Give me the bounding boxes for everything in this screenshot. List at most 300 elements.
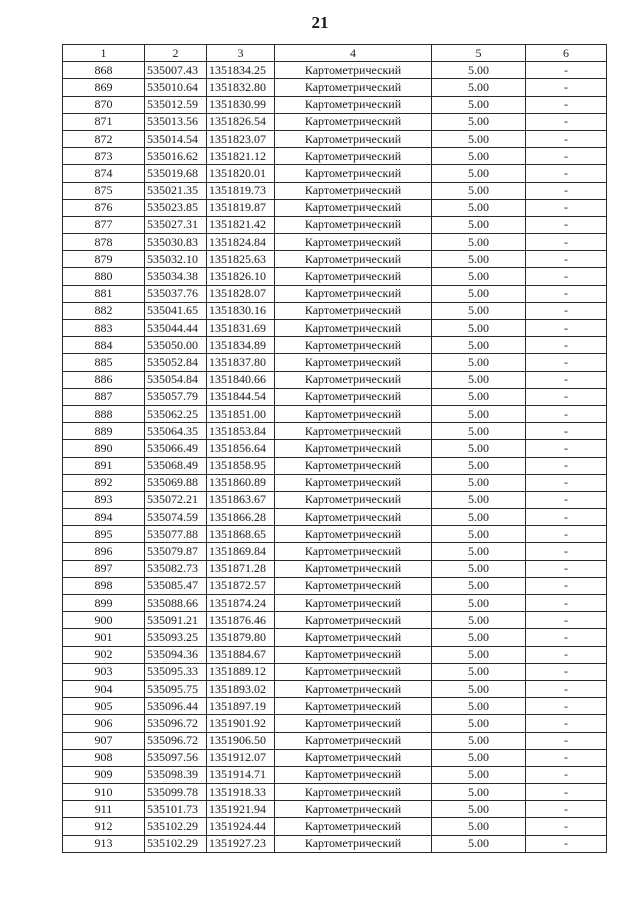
table-row bbox=[63, 698, 607, 715]
note-cell: - bbox=[526, 96, 607, 113]
note-cell: - bbox=[526, 165, 607, 182]
coordinates-table bbox=[62, 44, 607, 853]
accuracy-cell: 5.00 bbox=[432, 388, 526, 405]
coordinate-y-cell: 1351912.07 bbox=[207, 749, 275, 766]
method-cell: Картометрический bbox=[275, 96, 432, 113]
table-row bbox=[63, 749, 607, 766]
note-cell: - bbox=[526, 766, 607, 783]
table-row bbox=[63, 405, 607, 422]
coordinate-y-cell: 1351914.71 bbox=[207, 766, 275, 783]
point-number-cell: 879 bbox=[63, 251, 145, 268]
method-cell: Картометрический bbox=[275, 62, 432, 79]
table-row bbox=[63, 715, 607, 732]
method-cell: Картометрический bbox=[275, 423, 432, 440]
method-cell: Картометрический bbox=[275, 234, 432, 251]
method-cell: Картометрический bbox=[275, 182, 432, 199]
column-header: 4 bbox=[275, 45, 432, 62]
note-cell: - bbox=[526, 354, 607, 371]
point-number-cell: 886 bbox=[63, 371, 145, 388]
accuracy-cell: 5.00 bbox=[432, 732, 526, 749]
accuracy-cell: 5.00 bbox=[432, 474, 526, 491]
method-cell: Картометрический bbox=[275, 835, 432, 852]
coordinate-y-cell: 1351819.87 bbox=[207, 199, 275, 216]
note-cell: - bbox=[526, 784, 607, 801]
point-number-cell: 908 bbox=[63, 749, 145, 766]
coordinate-y-cell: 1351869.84 bbox=[207, 543, 275, 560]
accuracy-cell: 5.00 bbox=[432, 680, 526, 697]
note-cell: - bbox=[526, 577, 607, 594]
coordinate-y-cell: 1351866.28 bbox=[207, 509, 275, 526]
table-row bbox=[63, 113, 607, 130]
note-cell: - bbox=[526, 663, 607, 680]
coordinate-x-cell: 535021.35 bbox=[145, 182, 207, 199]
note-cell: - bbox=[526, 388, 607, 405]
accuracy-cell: 5.00 bbox=[432, 818, 526, 835]
note-cell: - bbox=[526, 457, 607, 474]
point-number-cell: 885 bbox=[63, 354, 145, 371]
table-row bbox=[63, 96, 607, 113]
accuracy-cell: 5.00 bbox=[432, 612, 526, 629]
coordinate-y-cell: 1351821.42 bbox=[207, 216, 275, 233]
note-cell: - bbox=[526, 62, 607, 79]
accuracy-cell: 5.00 bbox=[432, 784, 526, 801]
note-cell: - bbox=[526, 732, 607, 749]
coordinate-y-cell: 1351825.63 bbox=[207, 251, 275, 268]
method-cell: Картометрический bbox=[275, 612, 432, 629]
coordinate-x-cell: 535095.75 bbox=[145, 680, 207, 697]
table-row bbox=[63, 509, 607, 526]
coordinate-x-cell: 535095.33 bbox=[145, 663, 207, 680]
table-row bbox=[63, 268, 607, 285]
note-cell: - bbox=[526, 680, 607, 697]
note-cell: - bbox=[526, 371, 607, 388]
table-row bbox=[63, 62, 607, 79]
method-cell: Картометрический bbox=[275, 732, 432, 749]
coordinate-y-cell: 1351924.44 bbox=[207, 818, 275, 835]
table-row bbox=[63, 199, 607, 216]
coordinate-x-cell: 535101.73 bbox=[145, 801, 207, 818]
point-number-cell: 892 bbox=[63, 474, 145, 491]
note-cell: - bbox=[526, 302, 607, 319]
note-cell: - bbox=[526, 199, 607, 216]
coordinate-y-cell: 1351834.25 bbox=[207, 62, 275, 79]
point-number-cell: 872 bbox=[63, 130, 145, 147]
note-cell: - bbox=[526, 749, 607, 766]
method-cell: Картометрический bbox=[275, 371, 432, 388]
accuracy-cell: 5.00 bbox=[432, 766, 526, 783]
coordinate-y-cell: 1351918.33 bbox=[207, 784, 275, 801]
table-row bbox=[63, 165, 607, 182]
point-number-cell: 871 bbox=[63, 113, 145, 130]
coordinate-y-cell: 1351872.57 bbox=[207, 577, 275, 594]
method-cell: Картометрический bbox=[275, 457, 432, 474]
table-row bbox=[63, 320, 607, 337]
point-number-cell: 881 bbox=[63, 285, 145, 302]
coordinate-x-cell: 535082.73 bbox=[145, 560, 207, 577]
method-cell: Картометрический bbox=[275, 268, 432, 285]
accuracy-cell: 5.00 bbox=[432, 801, 526, 818]
accuracy-cell: 5.00 bbox=[432, 148, 526, 165]
table-row bbox=[63, 354, 607, 371]
table-row bbox=[63, 543, 607, 560]
accuracy-cell: 5.00 bbox=[432, 216, 526, 233]
coordinate-x-cell: 535023.85 bbox=[145, 199, 207, 216]
method-cell: Картометрический bbox=[275, 148, 432, 165]
point-number-cell: 907 bbox=[63, 732, 145, 749]
point-number-cell: 900 bbox=[63, 612, 145, 629]
coordinate-y-cell: 1351824.84 bbox=[207, 234, 275, 251]
coordinate-x-cell: 535074.59 bbox=[145, 509, 207, 526]
point-number-cell: 870 bbox=[63, 96, 145, 113]
note-cell: - bbox=[526, 285, 607, 302]
coordinate-y-cell: 1351851.00 bbox=[207, 405, 275, 422]
method-cell: Картометрический bbox=[275, 818, 432, 835]
method-cell: Картометрический bbox=[275, 543, 432, 560]
note-cell: - bbox=[526, 646, 607, 663]
accuracy-cell: 5.00 bbox=[432, 715, 526, 732]
accuracy-cell: 5.00 bbox=[432, 337, 526, 354]
note-cell: - bbox=[526, 234, 607, 251]
accuracy-cell: 5.00 bbox=[432, 491, 526, 508]
coordinate-y-cell: 1351906.50 bbox=[207, 732, 275, 749]
point-number-cell: 889 bbox=[63, 423, 145, 440]
coordinate-x-cell: 535052.84 bbox=[145, 354, 207, 371]
note-cell: - bbox=[526, 474, 607, 491]
coordinate-x-cell: 535041.65 bbox=[145, 302, 207, 319]
point-number-cell: 909 bbox=[63, 766, 145, 783]
method-cell: Картометрический bbox=[275, 577, 432, 594]
method-cell: Картометрический bbox=[275, 130, 432, 147]
method-cell: Картометрический bbox=[275, 79, 432, 96]
coordinate-y-cell: 1351863.67 bbox=[207, 491, 275, 508]
column-header: 2 bbox=[145, 45, 207, 62]
coordinate-y-cell: 1351901.92 bbox=[207, 715, 275, 732]
accuracy-cell: 5.00 bbox=[432, 251, 526, 268]
note-cell: - bbox=[526, 148, 607, 165]
coordinate-x-cell: 535037.76 bbox=[145, 285, 207, 302]
point-number-cell: 883 bbox=[63, 320, 145, 337]
note-cell: - bbox=[526, 113, 607, 130]
note-cell: - bbox=[526, 526, 607, 543]
table-row bbox=[63, 595, 607, 612]
method-cell: Картометрический bbox=[275, 663, 432, 680]
coordinate-x-cell: 535027.31 bbox=[145, 216, 207, 233]
accuracy-cell: 5.00 bbox=[432, 646, 526, 663]
point-number-cell: 873 bbox=[63, 148, 145, 165]
point-number-cell: 887 bbox=[63, 388, 145, 405]
coordinate-x-cell: 535072.21 bbox=[145, 491, 207, 508]
method-cell: Картометрический bbox=[275, 715, 432, 732]
coordinate-x-cell: 535096.72 bbox=[145, 732, 207, 749]
table-row bbox=[63, 285, 607, 302]
table-body bbox=[63, 62, 607, 853]
accuracy-cell: 5.00 bbox=[432, 96, 526, 113]
method-cell: Картометрический bbox=[275, 801, 432, 818]
accuracy-cell: 5.00 bbox=[432, 405, 526, 422]
table-row bbox=[63, 371, 607, 388]
note-cell: - bbox=[526, 491, 607, 508]
method-cell: Картометрический bbox=[275, 337, 432, 354]
coordinate-x-cell: 535064.35 bbox=[145, 423, 207, 440]
coordinate-x-cell: 535096.72 bbox=[145, 715, 207, 732]
note-cell: - bbox=[526, 405, 607, 422]
method-cell: Картометрический bbox=[275, 749, 432, 766]
table-row bbox=[63, 646, 607, 663]
table-row bbox=[63, 577, 607, 594]
point-number-cell: 905 bbox=[63, 698, 145, 715]
coordinate-x-cell: 535010.64 bbox=[145, 79, 207, 96]
note-cell: - bbox=[526, 698, 607, 715]
coordinate-y-cell: 1351831.69 bbox=[207, 320, 275, 337]
table-row bbox=[63, 216, 607, 233]
coordinate-x-cell: 535034.38 bbox=[145, 268, 207, 285]
note-cell: - bbox=[526, 251, 607, 268]
coordinate-x-cell: 535097.56 bbox=[145, 749, 207, 766]
method-cell: Картометрический bbox=[275, 440, 432, 457]
coordinate-x-cell: 535091.21 bbox=[145, 612, 207, 629]
coordinate-y-cell: 1351860.89 bbox=[207, 474, 275, 491]
point-number-cell: 906 bbox=[63, 715, 145, 732]
point-number-cell: 875 bbox=[63, 182, 145, 199]
accuracy-cell: 5.00 bbox=[432, 285, 526, 302]
accuracy-cell: 5.00 bbox=[432, 320, 526, 337]
coordinate-x-cell: 535054.84 bbox=[145, 371, 207, 388]
table-row bbox=[63, 801, 607, 818]
table-row bbox=[63, 732, 607, 749]
coordinate-y-cell: 1351879.80 bbox=[207, 629, 275, 646]
table-row bbox=[63, 474, 607, 491]
method-cell: Картометрический bbox=[275, 405, 432, 422]
coordinate-y-cell: 1351927.23 bbox=[207, 835, 275, 852]
note-cell: - bbox=[526, 801, 607, 818]
note-cell: - bbox=[526, 612, 607, 629]
coordinate-x-cell: 535014.54 bbox=[145, 130, 207, 147]
column-header: 3 bbox=[207, 45, 275, 62]
point-number-cell: 884 bbox=[63, 337, 145, 354]
table-row bbox=[63, 766, 607, 783]
coordinate-y-cell: 1351819.73 bbox=[207, 182, 275, 199]
table-row bbox=[63, 388, 607, 405]
point-number-cell: 874 bbox=[63, 165, 145, 182]
note-cell: - bbox=[526, 835, 607, 852]
accuracy-cell: 5.00 bbox=[432, 234, 526, 251]
point-number-cell: 869 bbox=[63, 79, 145, 96]
method-cell: Картометрический bbox=[275, 680, 432, 697]
note-cell: - bbox=[526, 543, 607, 560]
method-cell: Картометрический bbox=[275, 766, 432, 783]
coordinate-x-cell: 535007.43 bbox=[145, 62, 207, 79]
coordinate-x-cell: 535016.62 bbox=[145, 148, 207, 165]
accuracy-cell: 5.00 bbox=[432, 79, 526, 96]
accuracy-cell: 5.00 bbox=[432, 595, 526, 612]
coordinate-y-cell: 1351889.12 bbox=[207, 663, 275, 680]
table-row bbox=[63, 440, 607, 457]
note-cell: - bbox=[526, 182, 607, 199]
coordinate-x-cell: 535013.56 bbox=[145, 113, 207, 130]
point-number-cell: 890 bbox=[63, 440, 145, 457]
method-cell: Картометрический bbox=[275, 165, 432, 182]
table-row bbox=[63, 182, 607, 199]
point-number-cell: 891 bbox=[63, 457, 145, 474]
point-number-cell: 877 bbox=[63, 216, 145, 233]
coordinate-x-cell: 535094.36 bbox=[145, 646, 207, 663]
coordinate-x-cell: 535032.10 bbox=[145, 251, 207, 268]
accuracy-cell: 5.00 bbox=[432, 302, 526, 319]
coordinate-x-cell: 535050.00 bbox=[145, 337, 207, 354]
coordinate-x-cell: 535066.49 bbox=[145, 440, 207, 457]
method-cell: Картометрический bbox=[275, 629, 432, 646]
coordinate-y-cell: 1351828.07 bbox=[207, 285, 275, 302]
note-cell: - bbox=[526, 337, 607, 354]
accuracy-cell: 5.00 bbox=[432, 543, 526, 560]
point-number-cell: 897 bbox=[63, 560, 145, 577]
accuracy-cell: 5.00 bbox=[432, 182, 526, 199]
table-row bbox=[63, 423, 607, 440]
accuracy-cell: 5.00 bbox=[432, 354, 526, 371]
coordinate-y-cell: 1351868.65 bbox=[207, 526, 275, 543]
table-header-row bbox=[63, 45, 607, 62]
table-row bbox=[63, 612, 607, 629]
coordinate-x-cell: 535030.83 bbox=[145, 234, 207, 251]
note-cell: - bbox=[526, 130, 607, 147]
coordinate-x-cell: 535012.59 bbox=[145, 96, 207, 113]
table-row bbox=[63, 560, 607, 577]
coordinate-x-cell: 535088.66 bbox=[145, 595, 207, 612]
accuracy-cell: 5.00 bbox=[432, 62, 526, 79]
coordinate-y-cell: 1351884.67 bbox=[207, 646, 275, 663]
point-number-cell: 882 bbox=[63, 302, 145, 319]
table-row bbox=[63, 784, 607, 801]
note-cell: - bbox=[526, 216, 607, 233]
accuracy-cell: 5.00 bbox=[432, 423, 526, 440]
note-cell: - bbox=[526, 595, 607, 612]
coordinate-x-cell: 535044.44 bbox=[145, 320, 207, 337]
point-number-cell: 876 bbox=[63, 199, 145, 216]
note-cell: - bbox=[526, 509, 607, 526]
table-row bbox=[63, 251, 607, 268]
accuracy-cell: 5.00 bbox=[432, 165, 526, 182]
coordinate-y-cell: 1351844.54 bbox=[207, 388, 275, 405]
coordinate-y-cell: 1351820.01 bbox=[207, 165, 275, 182]
coordinate-y-cell: 1351871.28 bbox=[207, 560, 275, 577]
table-row bbox=[63, 148, 607, 165]
note-cell: - bbox=[526, 818, 607, 835]
coordinate-y-cell: 1351840.66 bbox=[207, 371, 275, 388]
coordinate-x-cell: 535068.49 bbox=[145, 457, 207, 474]
coordinate-x-cell: 535062.25 bbox=[145, 405, 207, 422]
note-cell: - bbox=[526, 440, 607, 457]
table-row bbox=[63, 337, 607, 354]
accuracy-cell: 5.00 bbox=[432, 698, 526, 715]
coordinate-y-cell: 1351823.07 bbox=[207, 130, 275, 147]
coordinate-y-cell: 1351826.10 bbox=[207, 268, 275, 285]
point-number-cell: 878 bbox=[63, 234, 145, 251]
method-cell: Картометрический bbox=[275, 285, 432, 302]
table-row bbox=[63, 79, 607, 96]
accuracy-cell: 5.00 bbox=[432, 629, 526, 646]
coordinate-x-cell: 535019.68 bbox=[145, 165, 207, 182]
coordinate-y-cell: 1351858.95 bbox=[207, 457, 275, 474]
method-cell: Картометрический bbox=[275, 320, 432, 337]
note-cell: - bbox=[526, 268, 607, 285]
method-cell: Картометрический bbox=[275, 113, 432, 130]
point-number-cell: 895 bbox=[63, 526, 145, 543]
point-number-cell: 901 bbox=[63, 629, 145, 646]
coordinate-x-cell: 535093.25 bbox=[145, 629, 207, 646]
coordinate-x-cell: 535079.87 bbox=[145, 543, 207, 560]
coordinate-x-cell: 535085.47 bbox=[145, 577, 207, 594]
table-row bbox=[63, 234, 607, 251]
method-cell: Картометрический bbox=[275, 646, 432, 663]
point-number-cell: 894 bbox=[63, 509, 145, 526]
point-number-cell: 868 bbox=[63, 62, 145, 79]
coordinate-y-cell: 1351876.46 bbox=[207, 612, 275, 629]
method-cell: Картометрический bbox=[275, 509, 432, 526]
point-number-cell: 893 bbox=[63, 491, 145, 508]
method-cell: Картометрический bbox=[275, 302, 432, 319]
method-cell: Картометрический bbox=[275, 216, 432, 233]
coordinate-y-cell: 1351856.64 bbox=[207, 440, 275, 457]
point-number-cell: 903 bbox=[63, 663, 145, 680]
table-row bbox=[63, 680, 607, 697]
method-cell: Картометрический bbox=[275, 595, 432, 612]
point-number-cell: 902 bbox=[63, 646, 145, 663]
method-cell: Картометрический bbox=[275, 388, 432, 405]
point-number-cell: 910 bbox=[63, 784, 145, 801]
column-header: 6 bbox=[526, 45, 607, 62]
point-number-cell: 911 bbox=[63, 801, 145, 818]
page-number: 21 bbox=[311, 13, 329, 32]
table-row bbox=[63, 818, 607, 835]
table-row bbox=[63, 457, 607, 474]
method-cell: Картометрический bbox=[275, 526, 432, 543]
table-row bbox=[63, 526, 607, 543]
point-number-cell: 880 bbox=[63, 268, 145, 285]
coordinate-y-cell: 1351830.99 bbox=[207, 96, 275, 113]
accuracy-cell: 5.00 bbox=[432, 509, 526, 526]
accuracy-cell: 5.00 bbox=[432, 560, 526, 577]
coordinate-x-cell: 535057.79 bbox=[145, 388, 207, 405]
table-row bbox=[63, 629, 607, 646]
coordinate-y-cell: 1351837.80 bbox=[207, 354, 275, 371]
coordinate-y-cell: 1351921.94 bbox=[207, 801, 275, 818]
table-row bbox=[63, 491, 607, 508]
table-row bbox=[63, 835, 607, 852]
point-number-cell: 899 bbox=[63, 595, 145, 612]
coordinate-x-cell: 535099.78 bbox=[145, 784, 207, 801]
point-number-cell: 896 bbox=[63, 543, 145, 560]
point-number-cell: 898 bbox=[63, 577, 145, 594]
note-cell: - bbox=[526, 629, 607, 646]
coordinate-y-cell: 1351832.80 bbox=[207, 79, 275, 96]
accuracy-cell: 5.00 bbox=[432, 663, 526, 680]
method-cell: Картометрический bbox=[275, 784, 432, 801]
note-cell: - bbox=[526, 560, 607, 577]
method-cell: Картометрический bbox=[275, 251, 432, 268]
method-cell: Картометрический bbox=[275, 354, 432, 371]
accuracy-cell: 5.00 bbox=[432, 577, 526, 594]
method-cell: Картометрический bbox=[275, 199, 432, 216]
accuracy-cell: 5.00 bbox=[432, 371, 526, 388]
coordinate-y-cell: 1351821.12 bbox=[207, 148, 275, 165]
accuracy-cell: 5.00 bbox=[432, 113, 526, 130]
coordinate-y-cell: 1351893.02 bbox=[207, 680, 275, 697]
coordinate-y-cell: 1351830.16 bbox=[207, 302, 275, 319]
table-row bbox=[63, 130, 607, 147]
accuracy-cell: 5.00 bbox=[432, 526, 526, 543]
coordinate-x-cell: 535069.88 bbox=[145, 474, 207, 491]
column-header: 1 bbox=[63, 45, 145, 62]
